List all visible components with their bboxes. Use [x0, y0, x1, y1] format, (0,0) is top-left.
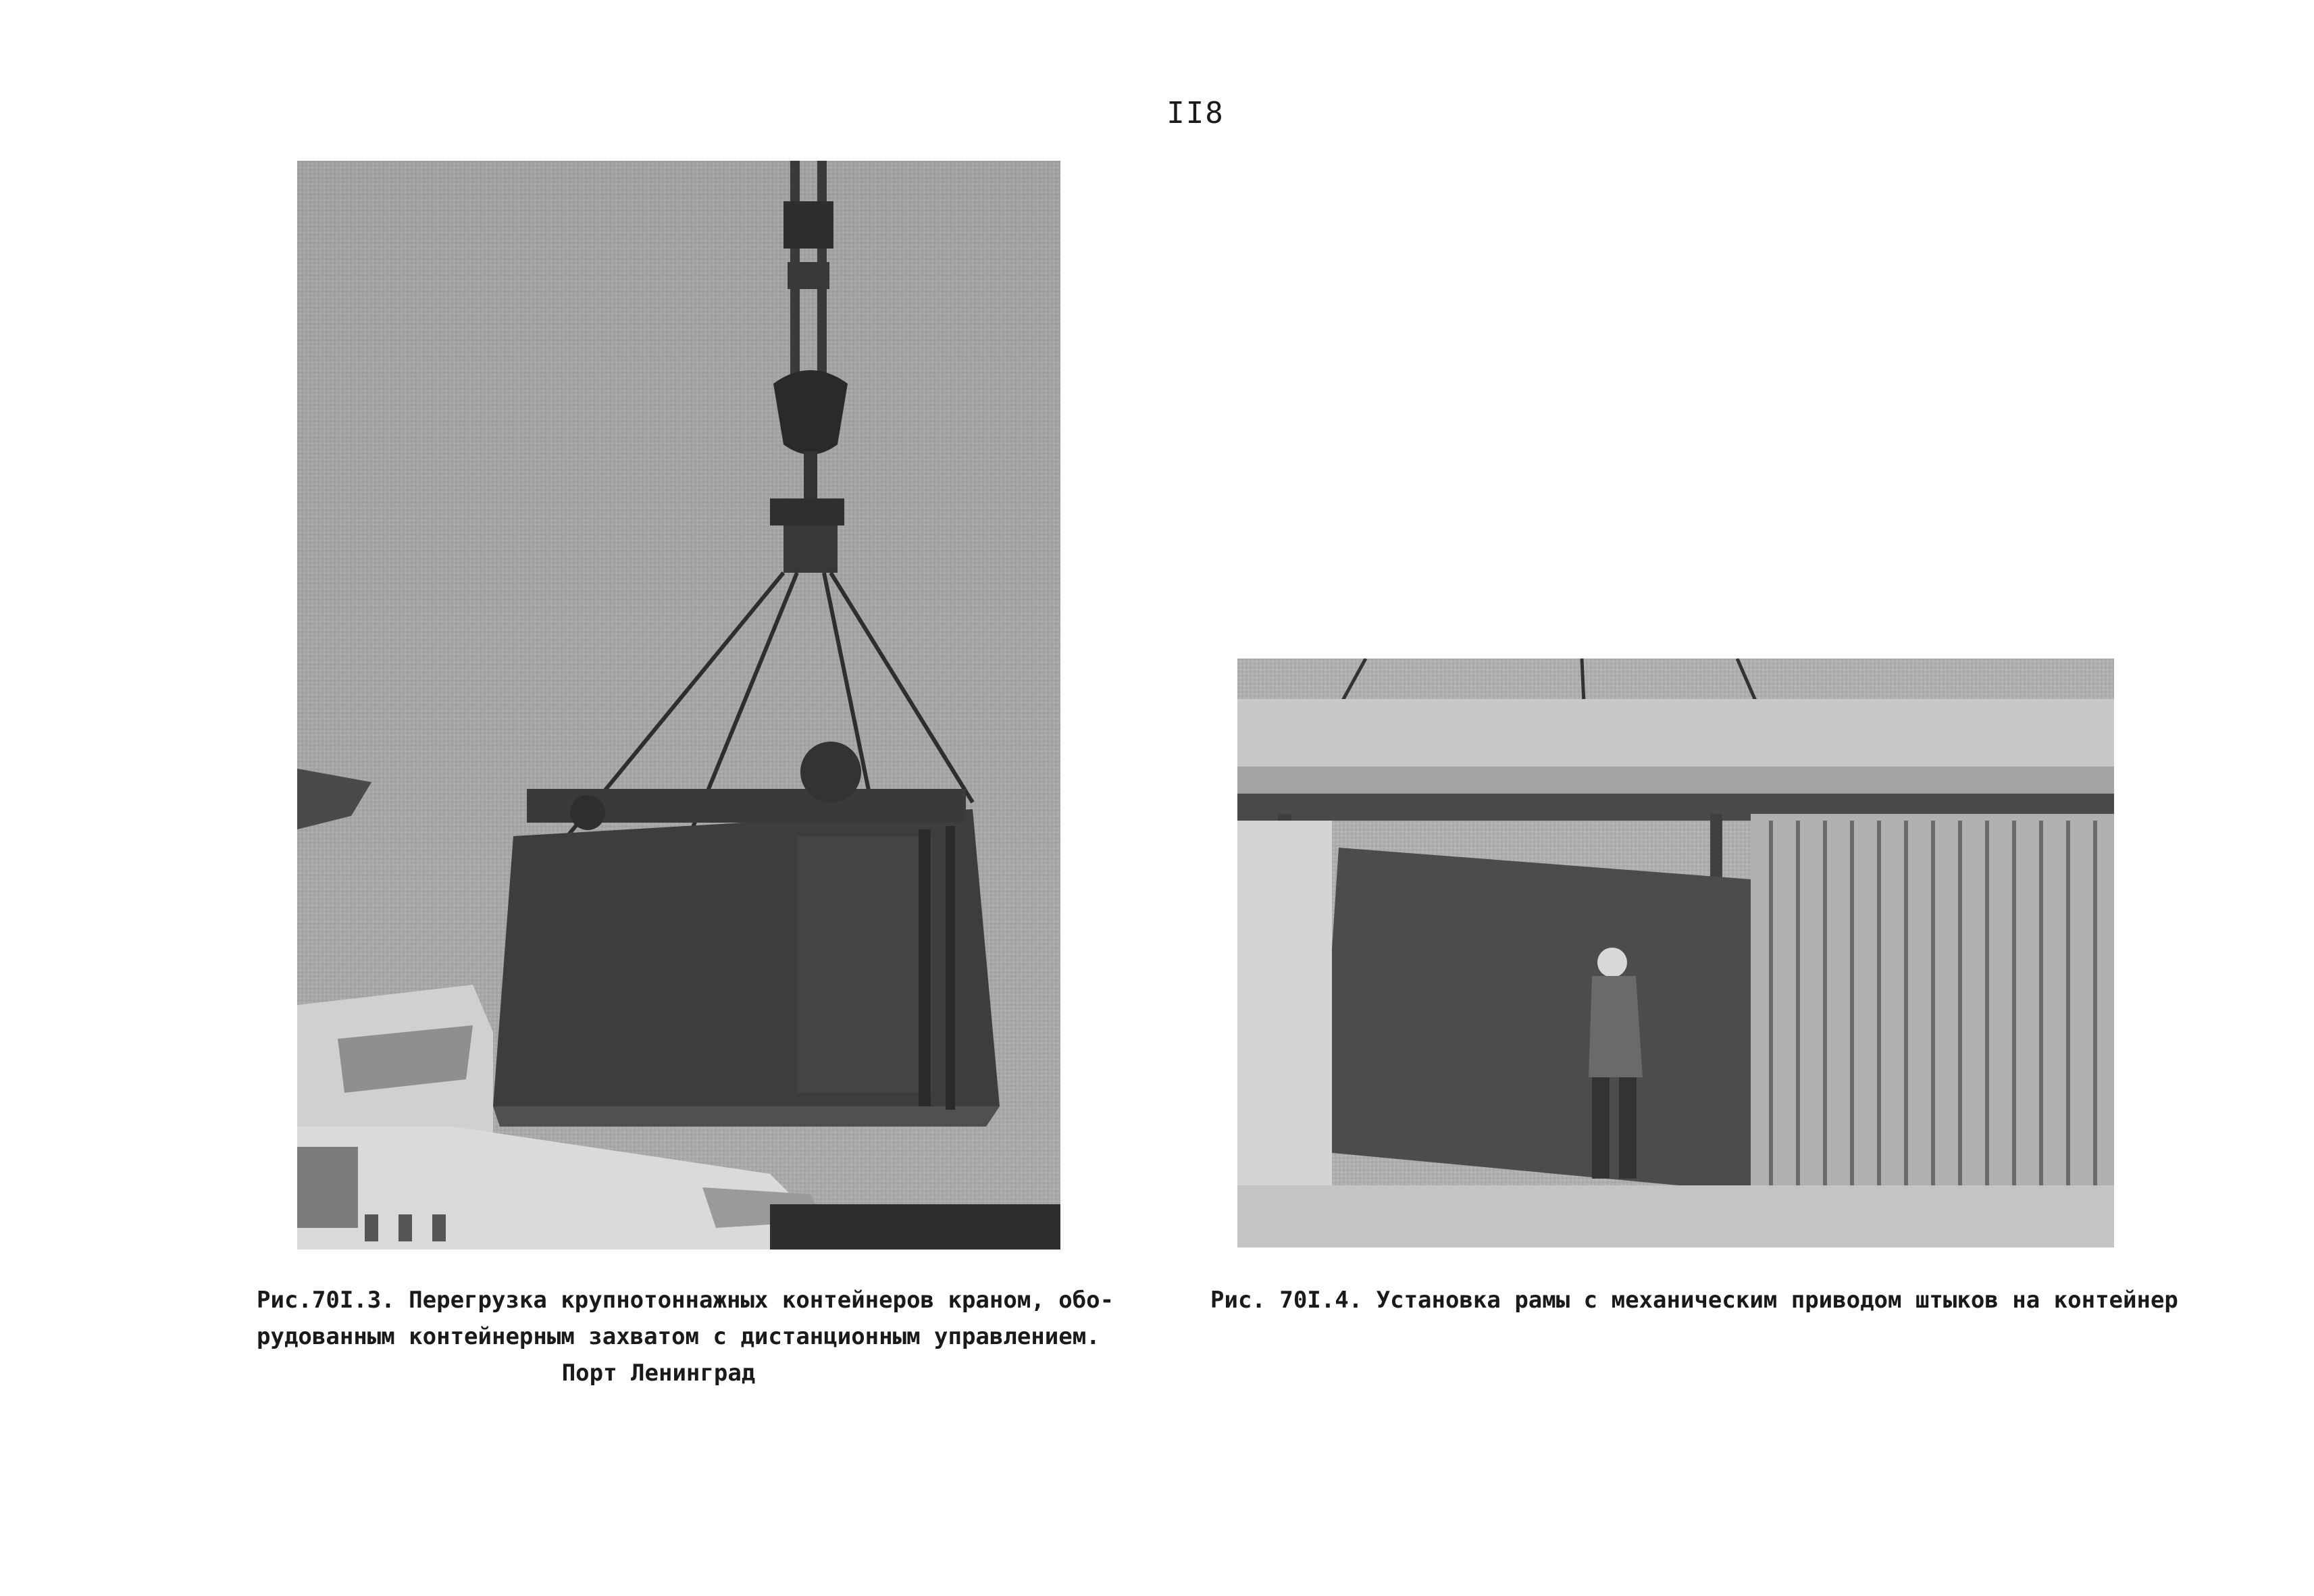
photo-crane-container — [297, 161, 1060, 1250]
page-number: II8 — [1166, 96, 1225, 130]
photo-frame-installation-image — [1237, 659, 2114, 1247]
figure-2-caption — [1210, 1282, 2178, 1318]
figure-1-caption — [257, 1282, 1162, 1391]
photo-frame-installation — [1237, 659, 2114, 1247]
figure-1-caption-line-1: Рис.70I.3. Перегрузка крупнотоннажных контейнеров краном, обо- — [257, 1287, 1114, 1314]
figure-2-caption-line-1: Рис. 70I.4. Установка рамы с механическим приводом штыков на контейнер — [1210, 1287, 2178, 1314]
figure-1-caption-line-3: Порт Ленинград — [561, 1360, 756, 1387]
figure-1-caption-line-2: рудованным контейнерным захватом с дистанционным управлением. — [257, 1323, 1100, 1350]
photo-crane-container-image — [297, 161, 1060, 1250]
